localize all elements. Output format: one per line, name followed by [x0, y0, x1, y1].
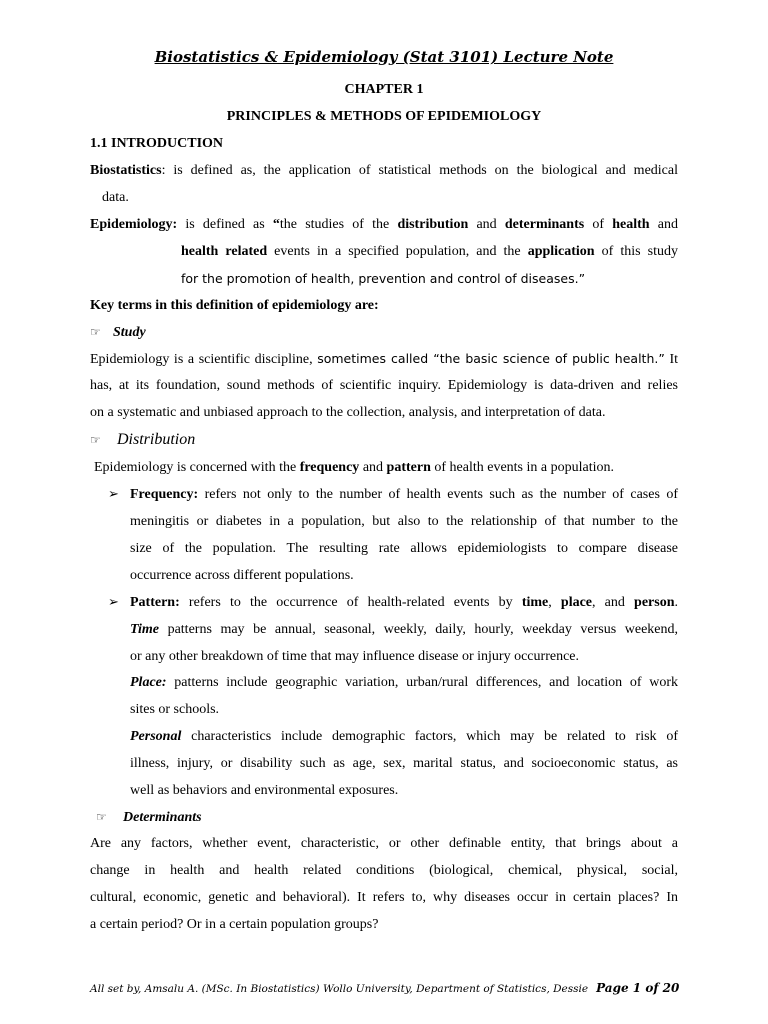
frequency-term: Frequency: — [130, 487, 199, 502]
epi-term: Epidemiology: — [90, 217, 178, 232]
page-header-title: Biostatistics & Epidemiology (Stat 3101) Lecture Note — [154, 48, 614, 66]
determinants-paragraph-line: Are any factors, whether event, characteristic, or other definable entity, that brings about a — [90, 836, 678, 851]
personal-pattern-line: illness, injury, or disability such as age, sex, marital status, and socioeconomic status, as — [130, 756, 678, 771]
personal-pattern-line: Personal characteristics include demographic factors, which may be related to risk of — [130, 729, 678, 744]
distribution-term: ☞ Distribution — [90, 431, 196, 448]
determinants-term: ☞ Determinants — [96, 810, 202, 825]
key-terms-heading: Key terms in this definition of epidemiology are: — [90, 298, 379, 313]
pointing-hand-icon: ☞ — [90, 433, 101, 447]
chapter-title: PRINCIPLES & METHODS OF EPIDEMIOLOGY — [226, 109, 542, 124]
pointing-hand-icon: ☞ — [90, 325, 101, 339]
frequency-line: size of the population. The resulting rate allows epidemiologists to compare disease — [130, 541, 678, 556]
epi-definition-line: health related events in a specified population, and the application of this study — [181, 244, 678, 259]
biostat-term: Biostatistics — [90, 163, 162, 178]
section-heading: 1.1 INTRODUCTION — [90, 136, 224, 151]
distribution-paragraph-line: Epidemiology is concerned with the frequency and pattern of health events in a population. — [94, 460, 614, 475]
place-pattern-line: sites or schools. — [130, 702, 220, 717]
biostat-definition-line: Biostatistics: is defined as, the application of statistical methods on the biological and medical — [90, 163, 678, 178]
arrow-bullet-icon: ➢ — [108, 595, 119, 610]
study-paragraph-line: has, at its foundation, sound methods of scientific inquiry. Epidemiology is data-driven and relies — [90, 378, 678, 393]
chapter-number: CHAPTER 1 — [344, 82, 424, 97]
frequency-line: Frequency: refers not only to the number of health events such as the number of cases of — [130, 487, 678, 502]
footer-credit: All set by, Amsalu A. (MSc. In Biostatistics) Wollo University, Department of Statistics, Dessie — [90, 983, 589, 995]
time-pattern-line: or any other breakdown of time that may influence disease or injury occurrence. — [130, 649, 579, 664]
biostat-definition-line: data. — [102, 190, 129, 205]
determinants-paragraph-line: cultural, economic, genetic and behavioral). It refers to, why diseases occur in certain places? In — [90, 890, 678, 905]
frequency-line: occurrence across different populations. — [130, 568, 354, 583]
pattern-term: Pattern: — [130, 595, 180, 610]
study-paragraph-line: Epidemiology is a scientific discipline, sometimes called “the basic science of public health.” It — [90, 351, 678, 367]
page-number: Page 1 of 20 — [596, 981, 680, 995]
determinants-paragraph-line: change in health and health related conditions (biological, chemical, physical, social, — [90, 863, 678, 878]
frequency-line: meningitis or diabetes in a population, but also to the relationship of that number to the — [130, 514, 678, 529]
epi-definition-line: Epidemiology: is defined as “the studies of the distribution and determinants of health and — [90, 217, 679, 232]
personal-pattern-line: well as behaviors and environmental exposures. — [130, 783, 399, 798]
place-pattern-line: Place: patterns include geographic variation, urban/rural differences, and location of work — [130, 675, 678, 690]
time-pattern-line: Time patterns may be annual, seasonal, weekly, daily, hourly, weekday versus weekend, — [130, 622, 678, 637]
arrow-bullet-icon: ➢ — [108, 487, 119, 502]
page-footer — [90, 981, 678, 995]
epi-definition-line: for the promotion of health, prevention and control of diseases.” — [181, 271, 586, 286]
pattern-line: Pattern: refers to the occurrence of health-related events by time, place, and person. — [130, 595, 678, 610]
study-term: ☞ Study — [90, 325, 146, 340]
determinants-paragraph-line: a certain period? Or in a certain population groups? — [90, 917, 379, 932]
pointing-hand-icon: ☞ — [96, 810, 107, 824]
study-paragraph-line: on a systematic and unbiased approach to the collection, analysis, and interpretation of data. — [90, 405, 606, 420]
